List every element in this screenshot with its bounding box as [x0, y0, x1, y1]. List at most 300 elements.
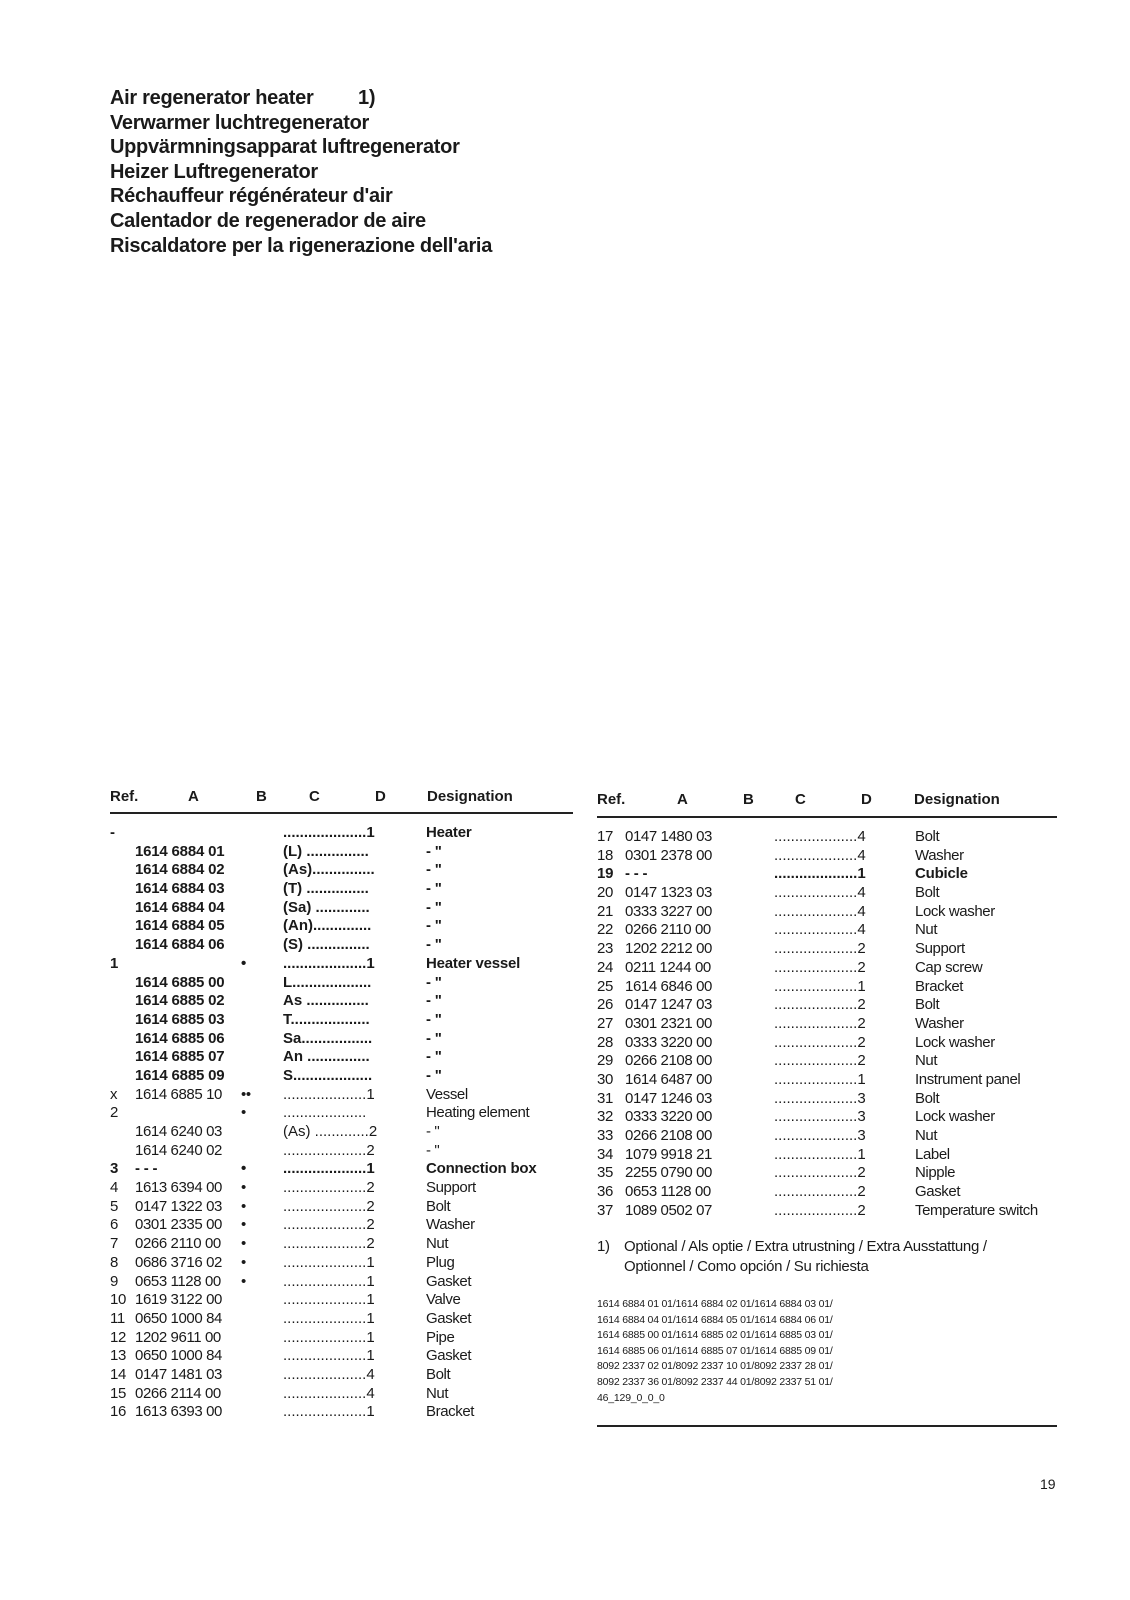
- cell-designation: Bracket: [426, 1403, 475, 1421]
- cell-part-number: 1202 2212 00: [625, 940, 712, 958]
- cell-designation: Nut: [426, 1235, 449, 1253]
- table-row: [597, 1108, 1057, 1127]
- cell-ref: 27: [597, 1014, 613, 1032]
- code-line: 8092 2337 36 01/8092 2337 44 01/8092 2337 51 01/: [597, 1375, 833, 1388]
- col-b-header: B: [256, 788, 267, 805]
- cell-quantity: ....................2: [774, 1014, 866, 1032]
- cell-designation: Support: [426, 1179, 476, 1197]
- table-row: [110, 899, 575, 918]
- cell-quantity: ....................3: [774, 1108, 866, 1126]
- cell-part-number: 0266 2114 00: [135, 1384, 221, 1402]
- cell-quantity: (T) ...............: [283, 880, 369, 898]
- cell-part-number: 0266 2110 00: [625, 921, 711, 939]
- table-row: [597, 1052, 1057, 1071]
- cell-designation: Instrument panel: [915, 1070, 1021, 1088]
- col-ref-header: Ref.: [597, 791, 626, 808]
- cell-designation: Nut: [915, 1127, 938, 1144]
- cell-part-number: 0266 2108 00: [625, 1052, 712, 1070]
- table-row: [110, 861, 575, 880]
- cell-ref: 14: [110, 1365, 126, 1383]
- col-d-header: D: [861, 791, 872, 808]
- cell-designation: Connection box: [426, 1160, 537, 1178]
- table-body: [597, 828, 1057, 1220]
- cell-part-number: 1614 6240 03: [135, 1123, 222, 1140]
- cell-quantity: ....................1: [774, 1145, 866, 1163]
- cell-quantity: An ...............: [283, 1048, 370, 1066]
- cell-designation: Pipe: [426, 1328, 455, 1346]
- code-line: 1614 6884 01 01/1614 6884 02 01/1614 6884 03 01/: [597, 1298, 833, 1310]
- cell-ref: 7: [110, 1235, 118, 1253]
- cell-quantity: (Sa) .............: [283, 898, 370, 916]
- cell-ref: 30: [597, 1070, 613, 1088]
- cell-designation: Bolt: [915, 1089, 940, 1107]
- document-codes: [597, 1297, 833, 1406]
- table-row: [110, 1179, 575, 1198]
- cell-part-number: - - -: [135, 1160, 158, 1178]
- cell-quantity: ....................1: [283, 1328, 375, 1346]
- cell-quantity: ....................1: [283, 1160, 375, 1178]
- cell-part-number: 0333 3220 00: [625, 1108, 712, 1126]
- cell-quantity: (As)...............: [283, 861, 375, 879]
- table-row: [110, 1254, 575, 1273]
- cell-designation: - ": [426, 1066, 442, 1084]
- cell-quantity: ....................1: [283, 1272, 375, 1290]
- footnote: [597, 1237, 987, 1277]
- cell-part-number: 0147 1246 03: [625, 1089, 712, 1107]
- table-row: [597, 1015, 1057, 1034]
- cell-part-number: 1614 6884 01: [135, 842, 225, 860]
- cell-ref: 31: [597, 1089, 613, 1107]
- header-rule: [110, 812, 573, 814]
- cell-part-number: 0333 3227 00: [625, 902, 712, 920]
- cell-designation: Heating element: [426, 1104, 530, 1122]
- cell-ref: 8: [110, 1253, 118, 1271]
- cell-ref: 11: [110, 1309, 125, 1327]
- cell-designation: Bolt: [426, 1197, 451, 1215]
- cell-ref: 26: [597, 996, 613, 1014]
- table-row: [110, 880, 575, 899]
- table-row: [110, 974, 575, 993]
- cell-part-number: 1614 6487 00: [625, 1070, 712, 1088]
- cell-designation: Gasket: [915, 1183, 961, 1201]
- title-german: Heizer Luftregenerator: [110, 160, 318, 183]
- cell-ref: 19: [597, 865, 614, 883]
- cell-part-number: 1614 6885 07: [135, 1048, 225, 1066]
- cell-designation: Nut: [915, 921, 938, 939]
- col-c-header: C: [309, 788, 320, 805]
- cell-part-number: 1614 6885 03: [135, 1010, 225, 1028]
- cell-designation: Nut: [915, 1052, 938, 1070]
- cell-ref: 9: [110, 1272, 118, 1290]
- cell-ref: 33: [597, 1127, 613, 1144]
- cell-quantity: ....................2: [774, 940, 866, 958]
- title-spanish: Calentador de regenerador de aire: [110, 209, 426, 232]
- cell-ref: 20: [597, 884, 613, 902]
- table-row: [597, 921, 1057, 940]
- cell-designation: Gasket: [426, 1309, 472, 1327]
- title-footnote-mark: 1): [358, 87, 376, 109]
- table-row: [597, 996, 1057, 1015]
- cell-b-marker: •: [241, 954, 247, 972]
- cell-designation: - ": [426, 936, 442, 954]
- table-row: [110, 824, 575, 843]
- cell-designation: - ": [426, 861, 442, 879]
- cell-designation: - ": [426, 992, 442, 1010]
- cell-ref: 25: [597, 977, 613, 995]
- table-row: [110, 1067, 575, 1086]
- cell-ref: 22: [597, 921, 613, 939]
- table-row: [110, 1048, 575, 1067]
- cell-ref: 29: [597, 1052, 613, 1070]
- cell-part-number: 1614 6884 05: [135, 917, 225, 935]
- table-row: [110, 1123, 575, 1142]
- cell-designation: Temperature switch: [915, 1201, 1038, 1219]
- cell-ref: 12: [110, 1328, 126, 1346]
- code-line: 1614 6885 06 01/1614 6885 07 01/1614 6885 09 01/: [597, 1344, 833, 1357]
- cell-part-number: 0147 1323 03: [625, 884, 712, 902]
- cell-designation: - ": [426, 973, 442, 991]
- cell-ref: 28: [597, 1033, 613, 1051]
- cell-quantity: ....................1: [774, 977, 866, 995]
- cell-quantity: ....................: [283, 1104, 367, 1122]
- col-c-header: C: [795, 791, 806, 808]
- cell-b-marker: •: [241, 1235, 246, 1253]
- cell-part-number: 0266 2110 00: [135, 1235, 221, 1253]
- cell-b-marker: •: [241, 1160, 247, 1178]
- title-dutch: Verwarmer luchtregenerator: [110, 111, 369, 134]
- cell-quantity: ....................4: [774, 828, 866, 845]
- cell-part-number: 0301 2378 00: [625, 846, 712, 864]
- cell-part-number: 1619 3122 00: [135, 1291, 222, 1309]
- cell-quantity: ....................4: [774, 846, 866, 864]
- table-row: [110, 1347, 575, 1366]
- cell-part-number: 1614 6885 09: [135, 1066, 225, 1084]
- table-row: [597, 1164, 1057, 1183]
- cell-ref: 15: [110, 1384, 126, 1402]
- cell-designation: - ": [426, 917, 442, 935]
- header-rule: [597, 816, 1057, 818]
- table-row: [110, 1291, 575, 1310]
- cell-ref: 36: [597, 1183, 613, 1201]
- cell-quantity: ....................4: [774, 884, 866, 902]
- cell-ref: x: [110, 1085, 118, 1103]
- cell-b-marker: •: [241, 1272, 246, 1290]
- cell-part-number: 0301 2335 00: [135, 1216, 222, 1234]
- cell-part-number: 0301 2321 00: [625, 1014, 712, 1032]
- table-row: [597, 940, 1057, 959]
- table-row: [110, 1030, 575, 1049]
- page-number: 19: [1040, 1476, 1056, 1492]
- table-row: [110, 1366, 575, 1385]
- col-designation-header: Designation: [427, 788, 513, 805]
- col-ref-header: Ref.: [110, 788, 139, 805]
- table-row: [110, 1403, 575, 1422]
- cell-part-number: 1614 6885 10: [135, 1085, 222, 1103]
- bottom-rule: [597, 1425, 1057, 1427]
- cell-quantity: ....................4: [283, 1365, 375, 1383]
- cell-designation: - ": [426, 898, 442, 916]
- cell-quantity: ....................1: [283, 1253, 375, 1271]
- table-row: [597, 959, 1057, 978]
- title-english: Air regenerator heater: [110, 87, 314, 109]
- cell-part-number: 0147 1322 03: [135, 1197, 222, 1215]
- cell-b-marker: •: [241, 1253, 246, 1271]
- cell-designation: Washer: [915, 846, 964, 864]
- cell-quantity: ....................1: [283, 1085, 375, 1103]
- cell-quantity: ....................2: [774, 996, 866, 1014]
- cell-ref: 16: [110, 1403, 126, 1421]
- code-line: 1614 6884 04 01/1614 6884 05 01/1614 6884 06 01/: [597, 1313, 833, 1326]
- cell-designation: Vessel: [426, 1085, 468, 1103]
- cell-designation: Lock washer: [915, 902, 995, 920]
- cell-ref: 13: [110, 1347, 126, 1365]
- code-line: 46_129_0_0_0: [597, 1391, 665, 1404]
- title-swedish: Uppvärmningsapparat luftregenerator: [110, 136, 460, 159]
- cell-quantity: (S) ...............: [283, 936, 370, 954]
- code-line: 1614 6885 00 01/1614 6885 02 01/1614 6885 03 01/: [597, 1329, 833, 1342]
- cell-quantity: ....................1: [283, 1291, 375, 1309]
- title-italian: Riscaldatore per la rigenerazione dell'aria: [110, 234, 493, 257]
- table-row: [597, 1071, 1057, 1090]
- cell-part-number: 0686 3716 02: [135, 1253, 222, 1271]
- cell-part-number: 1079 9918 21: [625, 1145, 712, 1163]
- cell-designation: Gasket: [426, 1272, 472, 1290]
- cell-ref: -: [110, 824, 115, 841]
- cell-quantity: ....................4: [774, 921, 866, 939]
- table-row: [110, 1273, 575, 1292]
- table-header: [110, 788, 575, 808]
- cell-designation: - ": [426, 1029, 442, 1047]
- col-designation-header: Designation: [914, 791, 1000, 808]
- table-row: [597, 1183, 1057, 1202]
- cell-b-marker: •: [241, 1104, 246, 1122]
- cell-designation: Bolt: [915, 996, 940, 1014]
- cell-quantity: ....................4: [283, 1384, 375, 1402]
- cell-designation: Cubicle: [915, 865, 968, 883]
- cell-part-number: 0653 1128 00: [625, 1183, 711, 1201]
- cell-designation: Bolt: [915, 828, 940, 845]
- cell-designation: - ": [426, 880, 442, 898]
- cell-designation: Heater: [426, 824, 472, 841]
- cell-designation: Heater vessel: [426, 954, 521, 972]
- cell-quantity: ....................3: [774, 1089, 866, 1107]
- cell-ref: 6: [110, 1216, 118, 1234]
- cell-ref: 34: [597, 1145, 613, 1163]
- cell-designation: - ": [426, 1123, 440, 1140]
- cell-part-number: 0147 1481 03: [135, 1365, 222, 1383]
- cell-designation: Bolt: [426, 1365, 451, 1383]
- cell-part-number: 0650 1000 84: [135, 1347, 222, 1365]
- table-row: [110, 1310, 575, 1329]
- cell-part-number: 0147 1480 03: [625, 828, 712, 845]
- cell-part-number: 1613 6394 00: [135, 1179, 222, 1197]
- cell-ref: 10: [110, 1291, 126, 1309]
- table-row: [110, 992, 575, 1011]
- cell-designation: - ": [426, 1048, 442, 1066]
- cell-part-number: 1614 6240 02: [135, 1141, 222, 1159]
- cell-ref: 23: [597, 940, 613, 958]
- table-header: [597, 791, 1057, 811]
- cell-b-marker: •: [241, 1197, 246, 1215]
- cell-designation: Washer: [426, 1216, 475, 1234]
- table-row: [110, 1235, 575, 1254]
- cell-quantity: (As) .............2: [283, 1123, 378, 1140]
- cell-ref: 2: [110, 1104, 118, 1122]
- cell-part-number: - - -: [625, 865, 648, 883]
- cell-designation: Gasket: [426, 1347, 472, 1365]
- cell-ref: 37: [597, 1201, 613, 1219]
- cell-designation: Valve: [426, 1291, 461, 1309]
- parts-table-right: [597, 791, 1057, 1219]
- cell-designation: Plug: [426, 1253, 455, 1271]
- cell-part-number: 1089 0502 07: [625, 1201, 712, 1219]
- cell-quantity: ....................1: [283, 954, 375, 972]
- cell-quantity: ....................1: [283, 1403, 375, 1421]
- cell-designation: Washer: [915, 1014, 964, 1032]
- cell-part-number: 1613 6393 00: [135, 1403, 222, 1421]
- cell-part-number: 1614 6884 04: [135, 898, 225, 916]
- cell-quantity: ....................2: [774, 1033, 866, 1051]
- title-french: Réchauffeur régénérateur d'air: [110, 185, 393, 208]
- cell-designation: Support: [915, 940, 965, 958]
- footnote-line-2: Optionnel / Como opción / Su richiesta: [624, 1258, 869, 1275]
- cell-b-marker: ••: [241, 1085, 251, 1103]
- table-row: [110, 1385, 575, 1404]
- table-row: [110, 843, 575, 862]
- footnote-line-1: Optional / Als optie / Extra utrustning / Extra Ausstattung /: [624, 1238, 987, 1255]
- table-row: [597, 1146, 1057, 1165]
- cell-designation: Cap screw: [915, 958, 983, 976]
- cell-part-number: 0333 3220 00: [625, 1033, 712, 1051]
- cell-quantity: ....................2: [283, 1179, 375, 1197]
- cell-part-number: 1614 6846 00: [625, 977, 712, 995]
- col-b-header: B: [743, 791, 754, 808]
- cell-designation: Nipple: [915, 1164, 956, 1182]
- cell-quantity: T...................: [283, 1010, 370, 1028]
- table-row: [110, 936, 575, 955]
- col-a-header: A: [188, 788, 199, 805]
- code-line: 8092 2337 02 01/8092 2337 10 01/8092 2337 28 01/: [597, 1360, 833, 1373]
- table-body: [110, 824, 575, 1422]
- cell-part-number: 0266 2108 00: [625, 1127, 712, 1144]
- cell-quantity: L...................: [283, 973, 372, 991]
- cell-ref: 21: [597, 902, 613, 920]
- table-row: [597, 865, 1057, 884]
- cell-quantity: Sa.................: [283, 1029, 373, 1047]
- cell-ref: 1: [110, 954, 119, 972]
- cell-quantity: As ...............: [283, 992, 369, 1010]
- table-row: [597, 903, 1057, 922]
- cell-quantity: ....................2: [283, 1197, 375, 1215]
- cell-designation: - ": [426, 1141, 440, 1159]
- cell-part-number: 0650 1000 84: [135, 1309, 222, 1327]
- cell-quantity: (An)..............: [283, 917, 372, 935]
- col-a-header: A: [677, 791, 688, 808]
- cell-ref: 4: [110, 1179, 118, 1197]
- cell-quantity: ....................1: [283, 1347, 375, 1365]
- cell-quantity: ....................2: [774, 1164, 866, 1182]
- table-row: [110, 917, 575, 936]
- table-row: [110, 1011, 575, 1030]
- cell-b-marker: •: [241, 1216, 246, 1234]
- cell-part-number: 1614 6885 00: [135, 973, 225, 991]
- table-row: [597, 978, 1057, 997]
- cell-part-number: 1614 6884 06: [135, 936, 225, 954]
- cell-quantity: ....................4: [774, 902, 866, 920]
- table-row: [597, 1034, 1057, 1053]
- cell-b-marker: •: [241, 1179, 246, 1197]
- cell-quantity: ....................2: [774, 1183, 866, 1201]
- cell-designation: Lock washer: [915, 1033, 995, 1051]
- cell-part-number: 1614 6885 02: [135, 992, 225, 1010]
- table-row: [110, 1329, 575, 1348]
- parts-table-left: [110, 788, 575, 1421]
- cell-designation: Lock washer: [915, 1108, 995, 1126]
- cell-designation: Label: [915, 1145, 950, 1163]
- table-row: [597, 828, 1057, 847]
- title-block: [110, 86, 492, 258]
- table-row: [110, 1142, 575, 1161]
- table-row: [110, 1198, 575, 1217]
- cell-quantity: ....................2: [774, 1201, 866, 1219]
- cell-part-number: 1614 6884 02: [135, 861, 225, 879]
- cell-ref: 24: [597, 958, 613, 976]
- cell-part-number: 0211 1244 00: [625, 958, 711, 976]
- cell-quantity: ....................2: [283, 1216, 375, 1234]
- cell-quantity: ....................1: [774, 1070, 866, 1088]
- cell-part-number: 1614 6885 06: [135, 1029, 225, 1047]
- col-d-header: D: [375, 788, 386, 805]
- cell-quantity: S...................: [283, 1066, 373, 1084]
- table-row: [597, 884, 1057, 903]
- cell-part-number: 1614 6884 03: [135, 880, 225, 898]
- table-row: [110, 1086, 575, 1105]
- cell-designation: Bolt: [915, 884, 940, 902]
- cell-quantity: ....................2: [774, 1052, 866, 1070]
- table-row: [110, 1104, 575, 1123]
- cell-designation: - ": [426, 1010, 442, 1028]
- table-row: [110, 1160, 575, 1179]
- cell-quantity: ....................3: [774, 1127, 866, 1144]
- cell-quantity: ....................2: [283, 1141, 375, 1159]
- cell-ref: 35: [597, 1164, 613, 1182]
- cell-ref: 32: [597, 1108, 613, 1126]
- cell-part-number: 0653 1128 00: [135, 1272, 221, 1290]
- cell-designation: Nut: [426, 1384, 449, 1402]
- cell-ref: 3: [110, 1160, 119, 1178]
- table-row: [110, 955, 575, 974]
- cell-ref: 5: [110, 1197, 118, 1215]
- table-row: [597, 1127, 1057, 1146]
- cell-ref: 17: [597, 828, 613, 845]
- cell-ref: 18: [597, 846, 613, 864]
- table-row: [597, 1202, 1057, 1221]
- cell-designation: - ": [426, 842, 442, 860]
- cell-quantity: ....................1: [774, 865, 866, 883]
- cell-part-number: 0147 1247 03: [625, 996, 712, 1014]
- cell-quantity: ....................1: [283, 1309, 375, 1327]
- table-row: [597, 847, 1057, 866]
- cell-quantity: ....................2: [283, 1235, 375, 1253]
- cell-part-number: 1202 9611 00: [135, 1328, 221, 1346]
- cell-quantity: ....................2: [774, 958, 866, 976]
- table-row: [597, 1090, 1057, 1109]
- cell-quantity: (L) ...............: [283, 842, 369, 860]
- cell-designation: Bracket: [915, 977, 964, 995]
- table-row: [110, 1216, 575, 1235]
- cell-quantity: ....................1: [283, 824, 375, 841]
- cell-part-number: 2255 0790 00: [625, 1164, 712, 1182]
